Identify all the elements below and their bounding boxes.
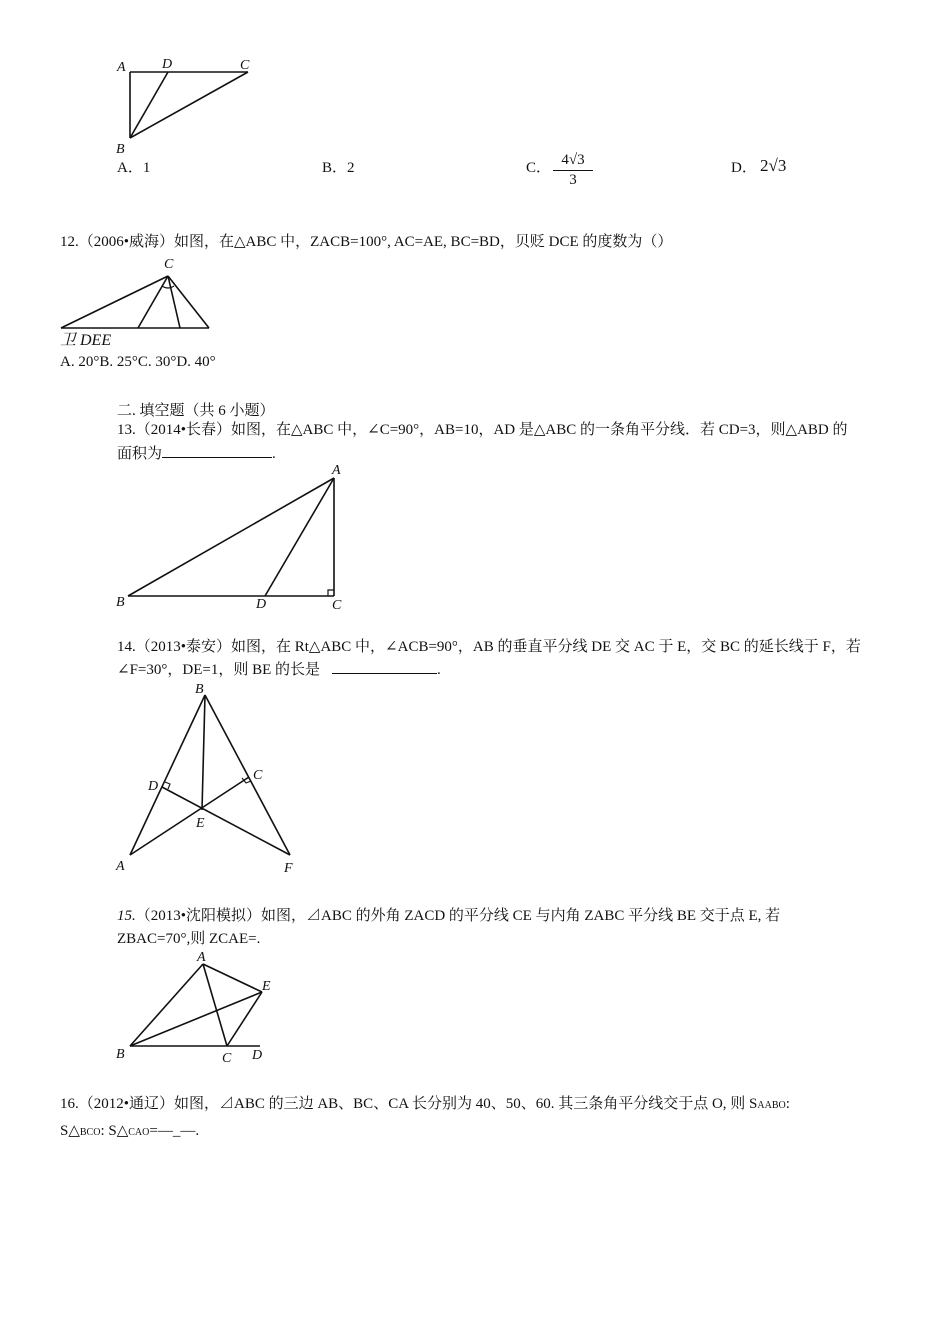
segment-bf: [205, 695, 290, 855]
question-16-line2: [60, 1121, 199, 1143]
label-a: A: [332, 463, 341, 478]
option-b[interactable]: B．2: [322, 160, 355, 176]
question-12-options[interactable]: A. 20°B. 25°C. 30°D. 40°: [60, 354, 216, 370]
option-d-prefix[interactable]: D．: [731, 160, 757, 176]
label-e: E: [262, 979, 271, 994]
segment-bc: [130, 72, 248, 138]
question-14-end: .: [437, 662, 441, 678]
figure-q12: [58, 256, 218, 336]
label-c: C: [240, 58, 250, 73]
segment-ba: [130, 964, 203, 1046]
label-d: D: [256, 597, 267, 612]
figure-q15: [112, 950, 282, 1065]
label-c: C: [164, 257, 174, 272]
question-13-prefix: 面积为: [117, 446, 163, 462]
question-16-line1: [60, 1094, 790, 1116]
area-symbol-2: S△: [60, 1123, 80, 1139]
answer-blank-14[interactable]: [332, 659, 437, 674]
label-c: C: [222, 1051, 232, 1066]
answer-blank-13[interactable]: [162, 443, 272, 458]
label-c: C: [332, 598, 342, 613]
question-16-text: 16.（2012•通辽）如图，⊿ABC 的三边 AB、BC、CA 长分别为 40、50、60. 其三条角平分线交于点 O, 则 S: [60, 1096, 758, 1112]
label-d: D: [148, 779, 159, 794]
label-b: B: [195, 682, 204, 697]
label-d: D: [162, 57, 173, 72]
question-15-number: 15.: [117, 908, 136, 924]
section-title: 二. 填空题（共 6 小题）: [117, 403, 275, 419]
segment-ab: [128, 478, 334, 596]
option-d-value: 2√3: [760, 156, 787, 175]
label-a: A: [197, 950, 206, 965]
label-f: F: [284, 861, 293, 876]
label-a: A: [117, 60, 126, 75]
subscript-aabo: AABO: [757, 1100, 786, 1111]
label-c: C: [253, 768, 263, 783]
answer-blank-16[interactable]: =—_—.: [149, 1123, 200, 1139]
segment-left: [61, 276, 168, 328]
segment-ac: [203, 964, 227, 1046]
right-angle-mark-d: [165, 782, 170, 789]
right-angle-mark: [328, 590, 334, 596]
segment-be: [202, 695, 205, 810]
colon-1: :: [785, 1096, 790, 1112]
figure-q11: [110, 55, 270, 160]
subscript-bco: BCO: [79, 1127, 101, 1138]
figure-q13: [110, 460, 350, 615]
angle-arc: [162, 286, 174, 288]
question-12-caption: 卫 DEE: [60, 332, 112, 349]
segment-ad: [265, 478, 334, 596]
question-12-text: 12.（2006•威海）如图，在△ABC 中，ZACB=100°, AC=AE, BC=BD，贝贬 DCE 的度数为（）: [60, 234, 673, 250]
question-14-line2: [117, 659, 441, 680]
colon-2: : S△: [100, 1123, 129, 1139]
segment-ae: [203, 964, 262, 992]
question-15-line2: ZBAC=70°,则 ZCAE=.: [117, 931, 261, 947]
label-b: B: [116, 1047, 125, 1062]
fraction-denominator: 3: [569, 172, 577, 188]
label-e: E: [196, 816, 205, 831]
label-b: B: [116, 595, 125, 610]
figure-q14: [112, 680, 302, 880]
segment-ce: [227, 992, 262, 1046]
label-a: A: [116, 859, 125, 874]
option-a[interactable]: A．1: [117, 160, 151, 176]
option-c-prefix[interactable]: C．: [526, 160, 552, 176]
question-15-text: （2013•沈阳模拟）如图，⊿ABC 的外角 ZACD 的平分线 CE 与内角 ZABC 平分线 BE 交于点 E, 若: [135, 908, 781, 924]
label-d: D: [252, 1048, 263, 1063]
question-13-line1: 13.（2014•长春）如图，在△ABC 中，∠C=90°，AB=10，AD 是△ABC 的一条角平分线．若 CD=3，则△ABD 的: [117, 422, 848, 438]
question-15-line1: [117, 906, 780, 926]
question-13-end: .: [272, 446, 276, 462]
subscript-cao: CAO: [128, 1127, 150, 1138]
question-14-prefix: ∠F=30°，DE=1，则 BE 的长是: [117, 662, 320, 678]
fraction-numerator: 4√3: [553, 150, 593, 171]
question-14-line1: 14.（2013•泰安）如图，在 Rt△ABC 中，∠ACB=90°，AB 的垂直平分线 DE 交 AC 于 E，交 BC 的延长线于 F，若: [117, 639, 861, 655]
label-b: B: [116, 142, 125, 157]
segment-be: [130, 992, 262, 1046]
option-c-fraction: [553, 150, 593, 189]
